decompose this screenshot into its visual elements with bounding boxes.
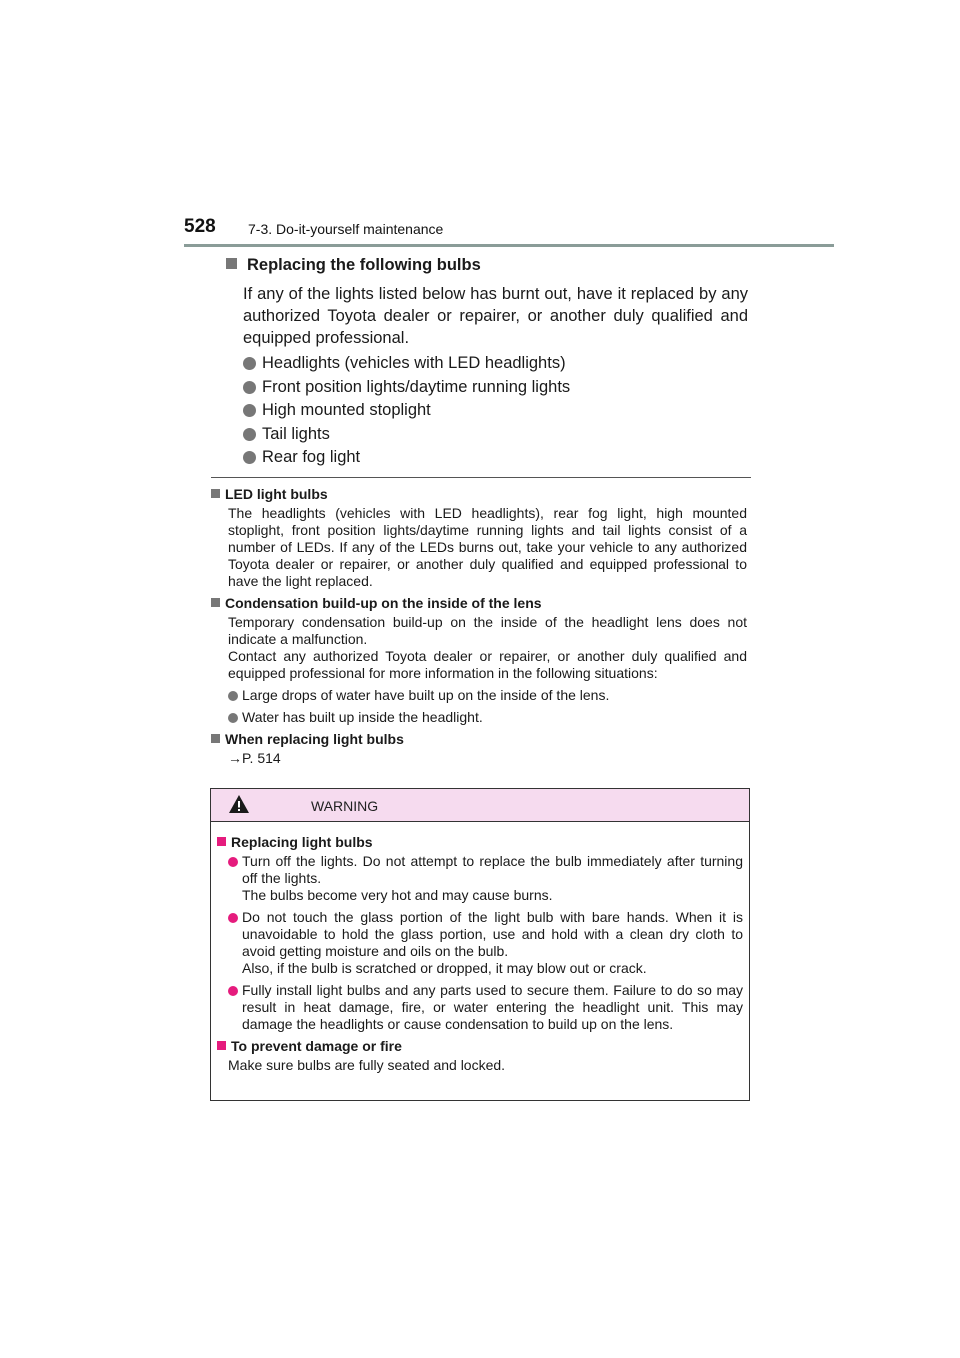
circle-bullet-icon: [243, 381, 256, 394]
circle-bullet-icon: [243, 428, 256, 441]
circle-bullet-icon: [228, 691, 238, 701]
circle-bullet-icon: [228, 913, 238, 923]
list-item: Headlights (vehicles with LED headlights): [243, 353, 748, 373]
warning-box: [210, 788, 750, 1101]
circle-bullet-icon: [228, 857, 238, 867]
list-item: Water has built up inside the headlight.: [228, 709, 747, 726]
main-heading: Replacing the following bulbs: [226, 255, 748, 275]
warning-body: [211, 822, 749, 1074]
section-title: 7-3. Do-it-yourself maintenance: [248, 221, 444, 237]
square-bullet-icon: [211, 489, 220, 498]
warning-text-fire: Make sure bulbs are fully seated and locked.: [228, 1057, 506, 1073]
list-item: Fully install light bulbs and any parts used to secure them. Failure to do so may result in heat damage, fire, or water entering the headlight unit. This may damage the headlights or cause condensation to build up on the lens.: [228, 982, 743, 1033]
note-text-condensation-1: Temporary condensation build-up on the inside of the headlight lens does not indicate a malfunction.: [228, 614, 747, 647]
warning-heading-replacing: Replacing light bulbs: [217, 834, 743, 851]
note-heading-condensation: Condensation build-up on the inside of the lens: [211, 595, 747, 612]
square-bullet-icon: [226, 258, 237, 269]
page-number: 528: [184, 216, 216, 237]
list-item: Tail lights: [243, 424, 748, 444]
list-item: Front position lights/daytime running lights: [243, 377, 748, 397]
main-content: [226, 255, 748, 471]
warning-triangle-icon: [228, 794, 250, 814]
list-item: Large drops of water have built up on the inside of the lens.: [228, 687, 747, 704]
circle-bullet-icon: [228, 986, 238, 996]
list-item: Rear fog light: [243, 447, 748, 467]
circle-bullet-icon: [243, 451, 256, 464]
circle-bullet-icon: [243, 357, 256, 370]
page-reference: →P. 514: [228, 750, 281, 766]
square-bullet-icon: [217, 1041, 226, 1050]
list-item: Do not touch the glass portion of the light bulb with bare hands. When it is unavoidable to hold the glass portion, use and hold with a clean dry cloth to avoid getting moisture and oils on the bulb. Also, if the bulb is scratched or dropped, it may blow out or crack.: [228, 909, 743, 977]
square-bullet-icon: [211, 734, 220, 743]
note-heading-replacing: When replacing light bulbs: [211, 731, 747, 748]
note-heading-led: LED light bulbs: [211, 486, 747, 503]
square-bullet-icon: [217, 837, 226, 846]
warning-header: [211, 789, 749, 822]
list-item: Turn off the lights. Do not attempt to replace the bulb immediately after turning off the lights. The bulbs become very hot and may cause burns.: [228, 853, 743, 904]
warning-heading-fire: To prevent damage or fire: [217, 1038, 743, 1055]
warning-title: WARNING: [311, 798, 379, 814]
header-divider: [184, 244, 834, 247]
note-text-condensation-2: Contact any authorized Toyota dealer or repairer, or another duly qualified and equipped professional for more information in the following situations:: [228, 648, 747, 681]
notes-section: [211, 486, 747, 772]
list-item: High mounted stoplight: [243, 400, 748, 420]
note-text-led: The headlights (vehicles with LED headlights), rear fog light, high mounted stoplight, front position lights/daytime running lights and tail lights consist of a number of LEDs. If any of the LEDs burns out, take your vehicle to any authorized Toyota dealer or repairer, or another duly qualified and equipped professional to have the light replaced.: [228, 505, 747, 589]
page-header: [184, 216, 834, 248]
circle-bullet-icon: [228, 713, 238, 723]
main-paragraph: If any of the lights listed below has burnt out, have it replaced by any authorized Toyota dealer or repairer, or another duly qualified and equipped professional.: [243, 285, 748, 347]
section-divider: [211, 477, 751, 478]
square-bullet-icon: [211, 598, 220, 607]
circle-bullet-icon: [243, 404, 256, 417]
